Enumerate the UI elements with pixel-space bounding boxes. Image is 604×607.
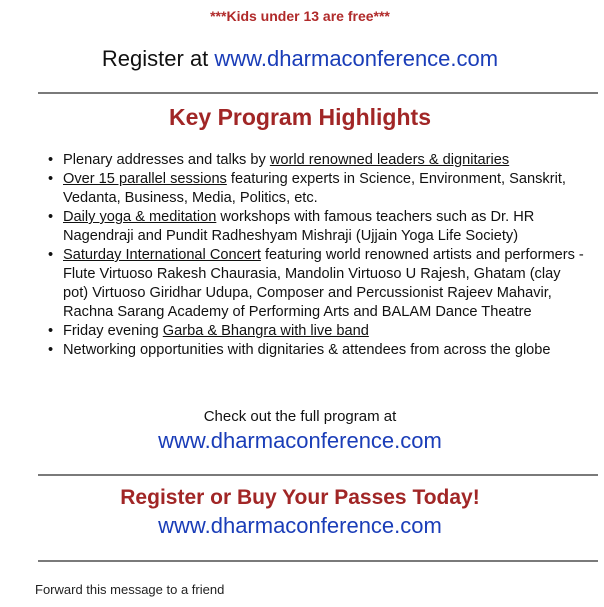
highlight-link[interactable]: world renowned leaders & dignitaries bbox=[269, 152, 510, 168]
highlight-text: Networking opportunities with dignitaries & attendees from across the globe bbox=[63, 342, 551, 358]
highlight-item bbox=[38, 341, 586, 360]
highlight-item bbox=[38, 151, 586, 170]
divider-bottom bbox=[38, 560, 598, 562]
highlight-link[interactable]: Saturday International Concert bbox=[63, 247, 261, 263]
highlight-item bbox=[38, 246, 586, 322]
kids-free-note: ***Kids under 13 are free*** bbox=[210, 8, 390, 24]
highlight-link[interactable]: Over 15 parallel sessions bbox=[63, 171, 227, 187]
divider-top bbox=[38, 92, 598, 94]
highlight-item bbox=[38, 208, 586, 246]
highlight-text: featuring world renowned artists and performers - Flute Virtuoso Rakesh Chaurasia, Mandolin Virtuoso U Rajesh, Ghatam (clay pot) Virtuoso Giridhar Udupa, Composer and Percussionist Rajeev Mahavir, Rachna Sarang Academy of Performing Arts and BALAM Dance Theatre bbox=[63, 247, 584, 320]
bullet-icon: • bbox=[48, 247, 54, 263]
register-prefix: Register at bbox=[101, 46, 215, 71]
divider-middle bbox=[38, 474, 598, 476]
checkout-text: Check out the full program at bbox=[203, 408, 397, 425]
highlight-text: featuring experts in Science, Environment, Sanskrit, Vedanta, Business, Media, Politics, etc. bbox=[63, 171, 566, 206]
program-link[interactable]: www.dharmaconference.com bbox=[158, 428, 442, 453]
register-cta-heading: Register or Buy Your Passes Today! bbox=[120, 486, 480, 509]
register-link[interactable]: www.dharmaconference.com bbox=[214, 46, 499, 71]
bullet-icon: • bbox=[48, 323, 54, 339]
highlight-link[interactable]: Garba & Bhangra with live band bbox=[162, 323, 369, 339]
bullet-icon: • bbox=[48, 171, 54, 187]
bullet-icon: • bbox=[48, 152, 54, 168]
highlight-link[interactable]: Daily yoga & meditation bbox=[63, 209, 217, 225]
register-line bbox=[0, 46, 600, 72]
forward-link[interactable]: Forward this message to a friend bbox=[35, 582, 225, 597]
highlights-heading: Key Program Highlights bbox=[169, 104, 431, 130]
highlights-list bbox=[38, 151, 586, 360]
highlight-item bbox=[38, 170, 586, 208]
bullet-icon: • bbox=[48, 209, 54, 225]
highlight-item bbox=[38, 322, 586, 341]
highlight-text: Plenary addresses and talks by bbox=[63, 152, 270, 168]
highlight-text: Friday evening bbox=[63, 323, 163, 339]
bullet-icon: • bbox=[48, 342, 54, 358]
cta-link[interactable]: www.dharmaconference.com bbox=[158, 513, 442, 538]
highlight-text: workshops with famous teachers such as Dr. HR Nagendraji and Pundit Radheshyam Mishraji (Ujjain Yoga Life Society) bbox=[63, 209, 535, 244]
